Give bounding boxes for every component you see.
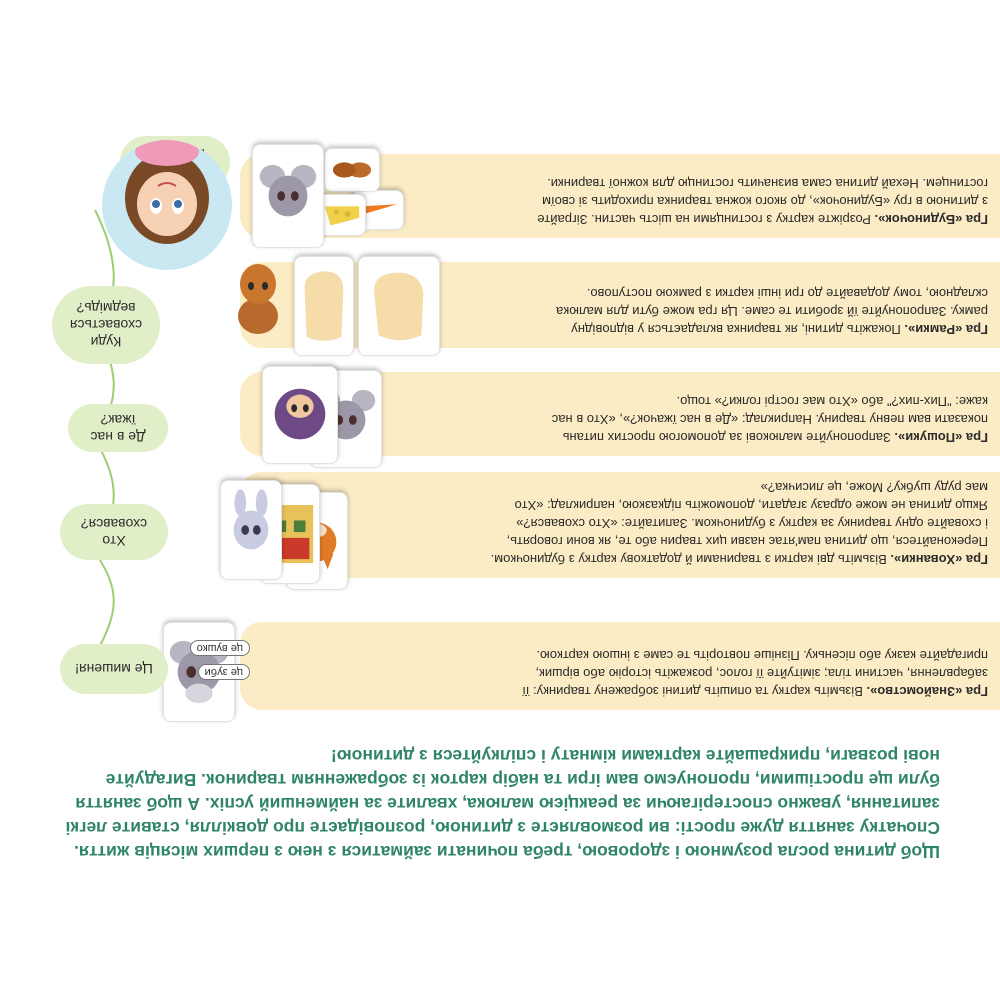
cheese-icon — [319, 195, 365, 235]
nuts-icon — [325, 149, 379, 191]
hedgehog-card — [262, 366, 338, 464]
game-text: і сховайте одну тваринку за картку з будиночком. Запитайте: «Хто сховався?» — [516, 516, 988, 531]
intro-line: Спочатку заняття дуже прості: ви розмовляєте з дитиною, розповідаєте про довкілля, ставите легкі — [65, 818, 940, 838]
game-text: рамку. Запропонуйте їй зробити те саме. Ця гра може бути для малюка — [556, 304, 988, 319]
rabbit-icon — [221, 481, 281, 579]
tag-label: це вушко — [190, 640, 250, 656]
question-text: Куди сховається ведмідь? — [69, 300, 143, 351]
game-bar-znaiomstvo — [240, 622, 1000, 710]
game-text: гостинцем. Нехай дитина сама визначить гостинцю для кожної тваринки. — [547, 176, 988, 191]
bear-icon — [230, 256, 286, 346]
girl-avatar — [102, 140, 232, 270]
game-text: Візьміть картку та опишіть дитині зображену тваринку: її — [522, 684, 867, 699]
mouse-icon — [253, 145, 323, 247]
game-text: Візьміть дві картки з тваринами й додаткову картку з будиночком. — [490, 552, 891, 567]
game-title: Гра «Знайомство». — [866, 684, 988, 699]
intro-line: були ще простішими, пропонуємо вам ігри та набір карток із зображенням тваринок. Вигадуйте — [105, 770, 940, 790]
frame-card — [358, 256, 440, 356]
girl-icon — [102, 140, 232, 270]
game-text: показати вам певну тварину. Наприклад: «Де в нас їжачок?», «Хто в нас — [551, 412, 988, 427]
mouse-card — [252, 144, 324, 248]
game-text: Запропонуйте малюкові за допомогою простих питань — [562, 430, 895, 445]
game-bar-ramky — [240, 262, 1000, 348]
question-bubble — [52, 286, 160, 364]
game-bar-khovanky — [240, 472, 1000, 578]
intro-line: Щоб дитина росла розумною і здоровою, треба починати займатися з нею з перших місяців життя. — [73, 842, 940, 862]
game-text: Переконайтеся, що дитина пам'ятає назви цих тварин або те, як вони говорять, — [506, 534, 988, 549]
rabbit-card — [220, 480, 282, 580]
intro-line: нові розваги, прикрашайте картками кімнату і спілкуйтеся з дитиною! — [330, 746, 940, 766]
game-title: Гра «Будиночок». — [874, 212, 988, 227]
game-text: Якщо дитина не може одразу згадати, допоможіть підказкою, наприклад: «Хто — [514, 498, 988, 513]
frame-icon — [295, 257, 353, 355]
question-bubble — [60, 504, 168, 560]
game-title: Гра «Пошуки». — [894, 430, 988, 445]
question-text: Де в нас їжак? — [90, 412, 146, 445]
frame-card — [294, 256, 354, 356]
bear-card — [230, 256, 286, 346]
game-text: забарвлення, частини тіла; зімітуйте її голос, розкажіть історію або віршик, — [535, 666, 988, 681]
game-text: каже: "Пих-пих?" або «Хто має гострі голки?» тощо. — [676, 394, 988, 409]
game-text: пригадайте казку або пісеньку. Пізніше повторіть те саме з іншою карткою. — [536, 648, 988, 663]
question-bubble — [60, 644, 168, 694]
intro-line: запитання, уважно спостерігаючи за реакцією малюка, хвалите за найменший успіх. А щоб заняття — [75, 794, 940, 814]
game-text: Розріжте картку з гостинцями на шість частин. Зіграйте — [537, 212, 875, 227]
game-text: Покажіть дитині, як тваринка вкладається у відповідну — [571, 322, 905, 337]
game-title: Гра «Рамки». — [904, 322, 988, 337]
game-title: Гра «Хованки». — [890, 552, 988, 567]
tag-label: це зуби — [198, 664, 250, 680]
hedgehog-icon — [263, 367, 337, 463]
question-text: Це мишеня! — [75, 661, 153, 678]
question-bubble — [68, 404, 168, 452]
cheese-card — [318, 194, 366, 236]
game-text: з дитиною в гру «Будиночок», до якого кожна тваринка приходить зі своїм — [542, 194, 988, 209]
question-text: Хто сховався? — [80, 516, 148, 549]
frame-icon — [359, 257, 439, 355]
game-text: має руду шубку? Може, це лисичка?» — [760, 480, 988, 495]
game-text: складною, тому додавайте до гри інші картки з рамкою поступово. — [586, 286, 988, 301]
nuts-card — [324, 148, 380, 192]
